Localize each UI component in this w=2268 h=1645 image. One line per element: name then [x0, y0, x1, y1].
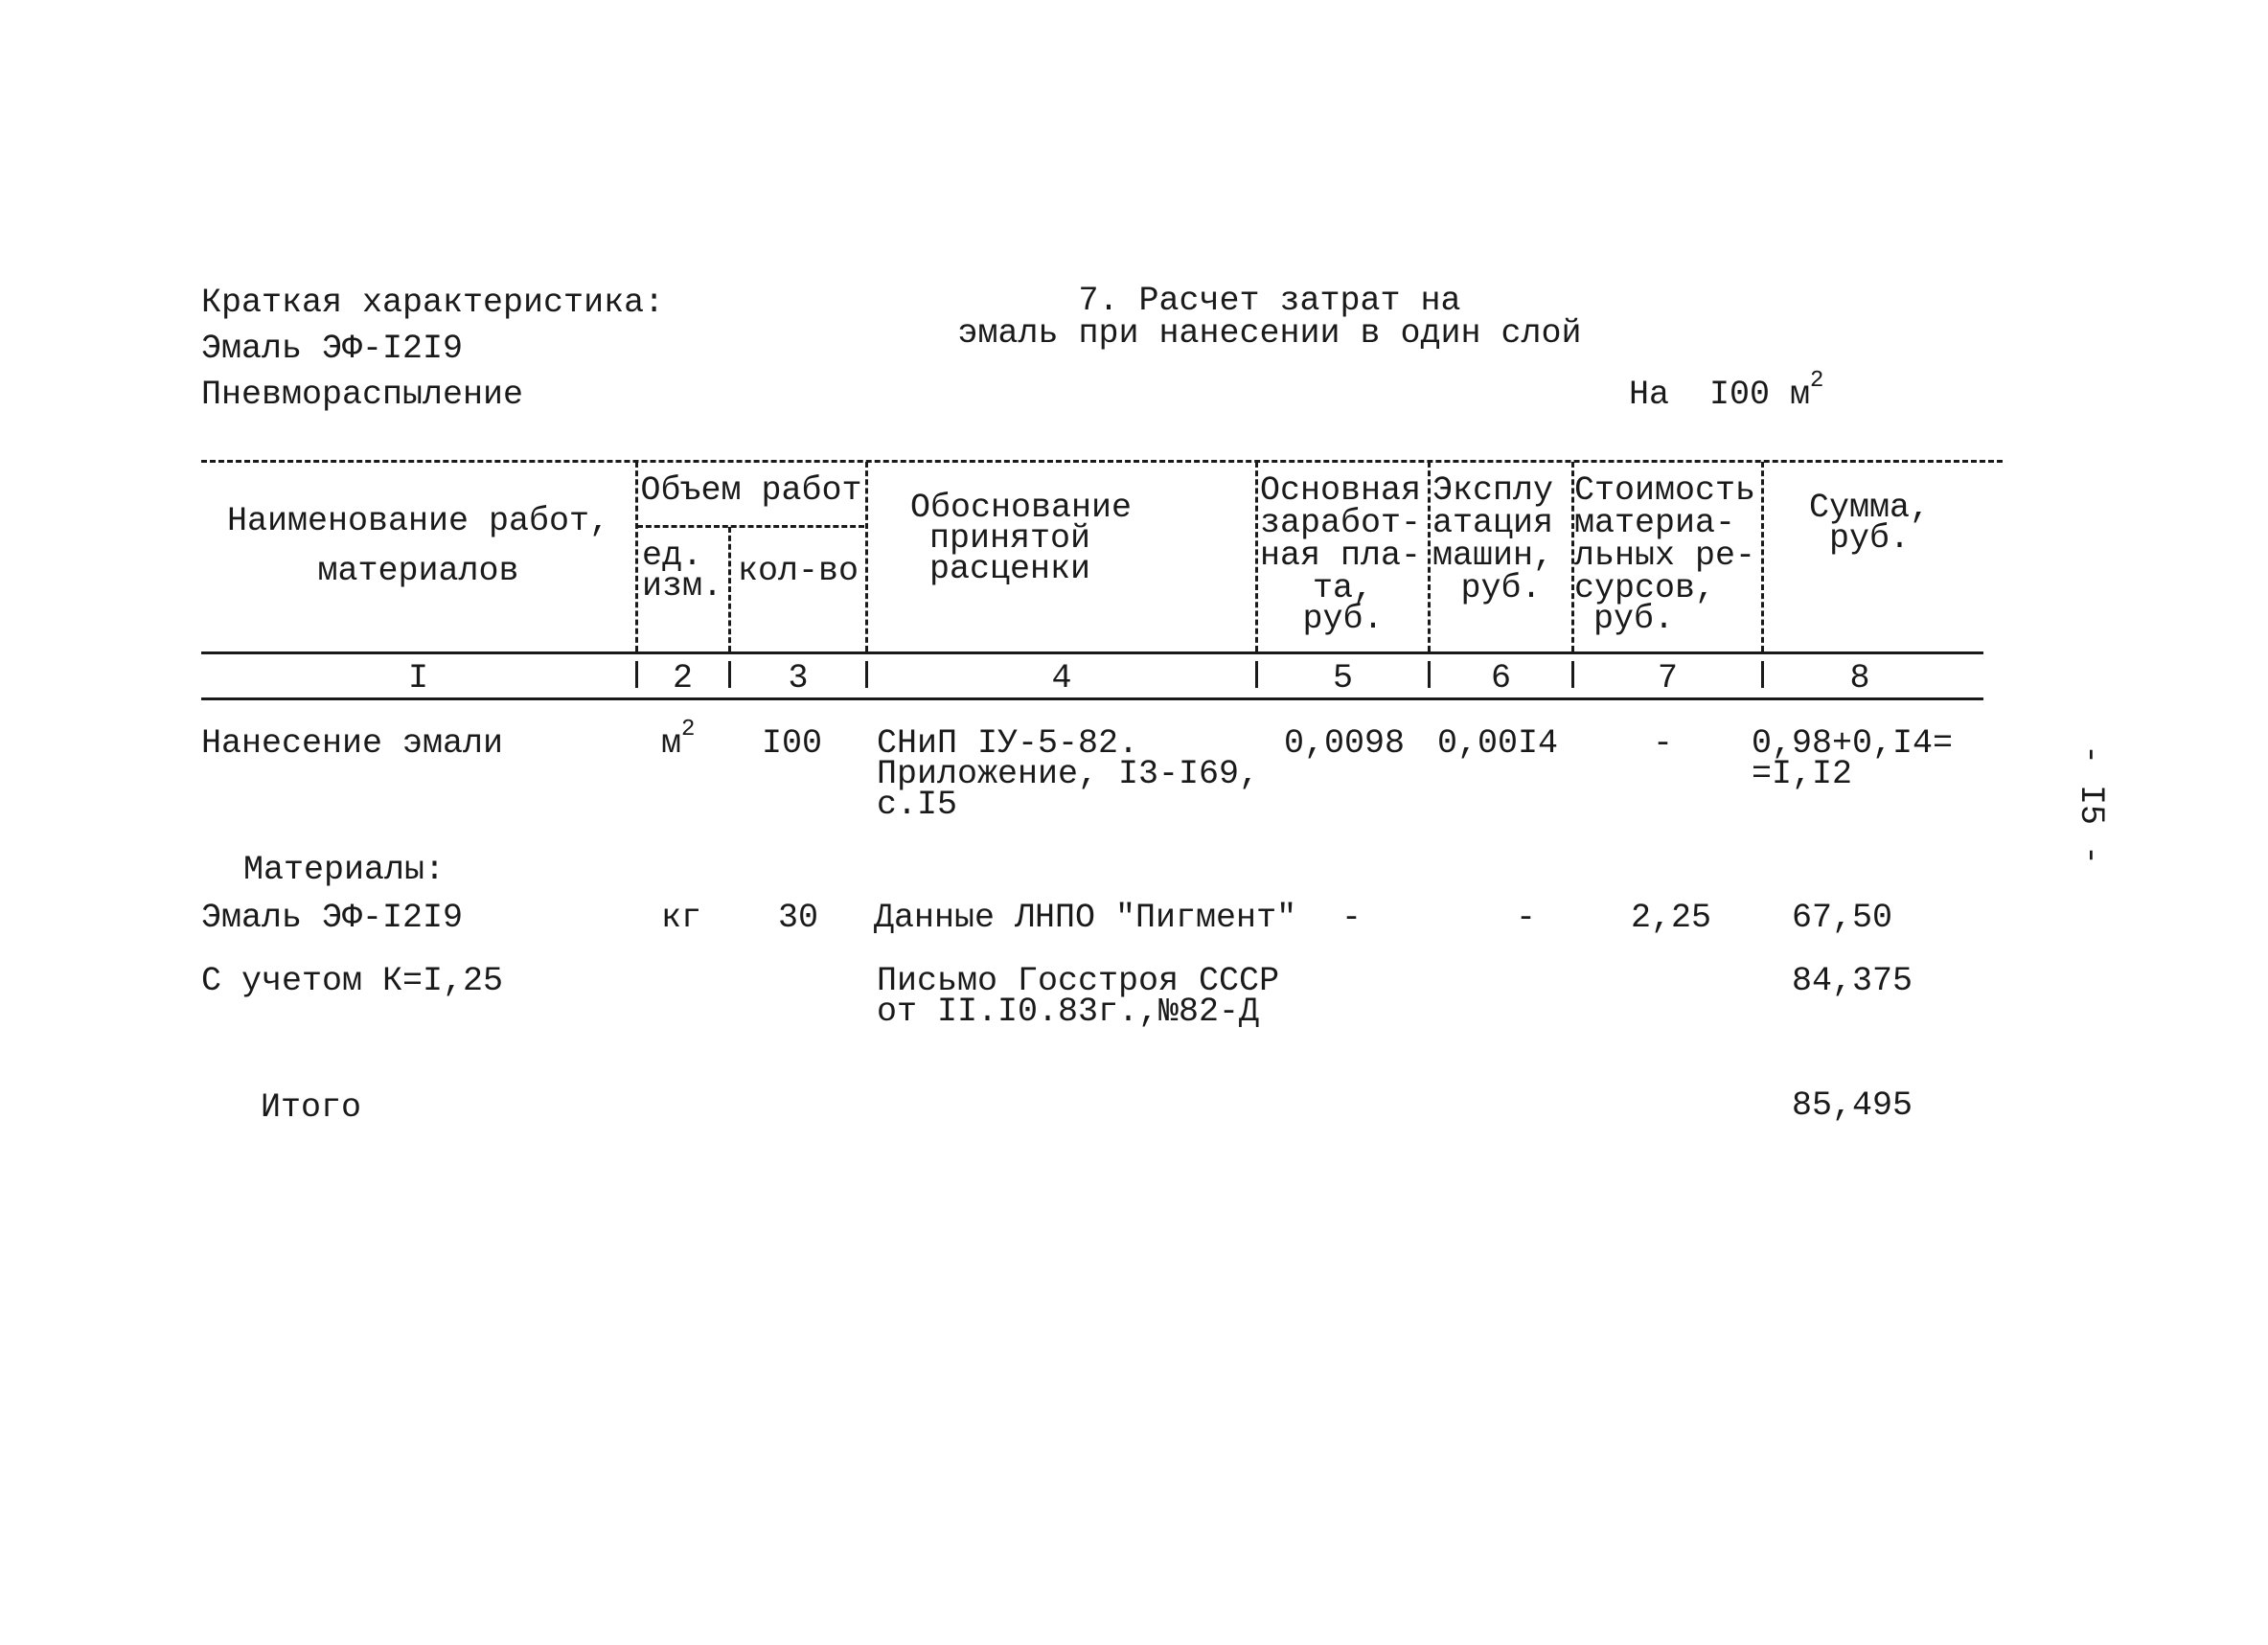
row2-machines: - — [1516, 899, 1537, 937]
col-number: 4 — [1051, 659, 1072, 697]
row1-unit: $м^2$ — [661, 717, 696, 763]
row1-name: Нанесение эмали — [201, 724, 504, 763]
row3-sum: 84,375 — [1792, 962, 1913, 1000]
header-materials: сурсов, — [1574, 569, 1716, 607]
header-sum: Сумма, — [1808, 489, 1931, 527]
row1-materials: - — [1653, 724, 1674, 763]
col-number: I — [407, 659, 428, 697]
header-basis: Обоснование — [910, 489, 1133, 527]
col-sep — [865, 462, 868, 651]
row2-wage: - — [1341, 899, 1363, 937]
row3-basis: от II.I0.83г.,№82-Д — [877, 993, 1260, 1031]
header-volume: Объем работ — [640, 471, 862, 510]
row2-sum: 67,50 — [1792, 899, 1893, 937]
numbers-bottom-rule — [201, 697, 1983, 700]
table-top-rule — [201, 460, 2003, 463]
row2-name: Эмаль ЭФ-I2I9 — [201, 899, 464, 937]
row1-basis: СНиП IУ-5-82. — [877, 724, 1139, 763]
col-number: 3 — [788, 659, 809, 697]
volume-sub-rule — [637, 525, 864, 528]
row3-basis: Письмо Госстроя СССР — [877, 962, 1280, 1000]
total-label: Итого — [261, 1088, 362, 1127]
header-machines: атация — [1432, 504, 1554, 542]
materials-label: Материалы: — [243, 851, 446, 889]
row1-machines: 0,00I4 — [1437, 724, 1559, 763]
per-unit-note: На I00 $м^2$ — [1629, 368, 1824, 414]
header-materials: Стоимость — [1574, 471, 1756, 510]
header-wage: та, — [1312, 569, 1373, 607]
header-sum: руб. — [1828, 519, 1910, 558]
header-basis: принятой — [929, 519, 1091, 558]
header-bottom-rule — [201, 651, 1983, 654]
col-number: 8 — [1849, 659, 1870, 697]
section-subtitle: эмаль при нанесении в один слой — [957, 314, 1582, 353]
header-qty: кол-во — [737, 552, 859, 590]
row1-basis: с.I5 — [877, 786, 958, 824]
header-name: Наименование работ, — [226, 502, 610, 540]
row2-unit: кг — [661, 899, 702, 937]
row1-sum: =I,I2 — [1752, 755, 1853, 793]
header-materials: льных ре- — [1574, 537, 1756, 575]
header-wage: руб. — [1302, 600, 1384, 638]
page-number: - I5 - — [2072, 743, 2110, 866]
col-number: 7 — [1657, 659, 1678, 697]
header-materials: материа- — [1574, 504, 1736, 542]
col-number: 6 — [1490, 659, 1511, 697]
row1-wage: 0,0098 — [1284, 724, 1406, 763]
header-basis: расценки — [929, 550, 1091, 588]
header-materials: руб. — [1593, 600, 1675, 638]
header-wage: ная пла- — [1260, 537, 1422, 575]
header-machines: Эксплу — [1432, 471, 1554, 510]
row2-qty: 30 — [778, 899, 819, 937]
header-unit: изм. — [642, 567, 723, 605]
row3-name: С учетом К=I,25 — [201, 962, 504, 1000]
brief-label: Краткая характеристика: — [201, 284, 665, 322]
col-number: 5 — [1332, 659, 1353, 697]
header-name: материалов — [317, 552, 519, 590]
row1-sum: 0,98+0,I4= — [1752, 724, 1954, 763]
header-machines: машин, — [1432, 537, 1554, 575]
enamel-name: Эмаль ЭФ-I2I9 — [201, 330, 464, 368]
application-method: Пневмораспыление — [201, 376, 524, 414]
row2-basis: Данные ЛНПО "Пигмент" — [874, 899, 1297, 937]
col-number: 2 — [672, 659, 693, 697]
header-unit: ед. — [642, 537, 703, 575]
col-sep — [1428, 462, 1431, 651]
total-sum: 85,495 — [1792, 1086, 1913, 1125]
header-wage: Основная — [1260, 471, 1422, 510]
col-sep — [728, 527, 731, 651]
row1-basis: Приложение, I3-I69, — [877, 755, 1260, 793]
section-title: 7. Расчет затрат на — [1078, 282, 1461, 320]
header-wage: заработ- — [1260, 504, 1422, 542]
row1-qty: I00 — [762, 724, 823, 763]
row2-materials: 2,25 — [1631, 899, 1712, 937]
header-machines: руб. — [1460, 569, 1542, 607]
